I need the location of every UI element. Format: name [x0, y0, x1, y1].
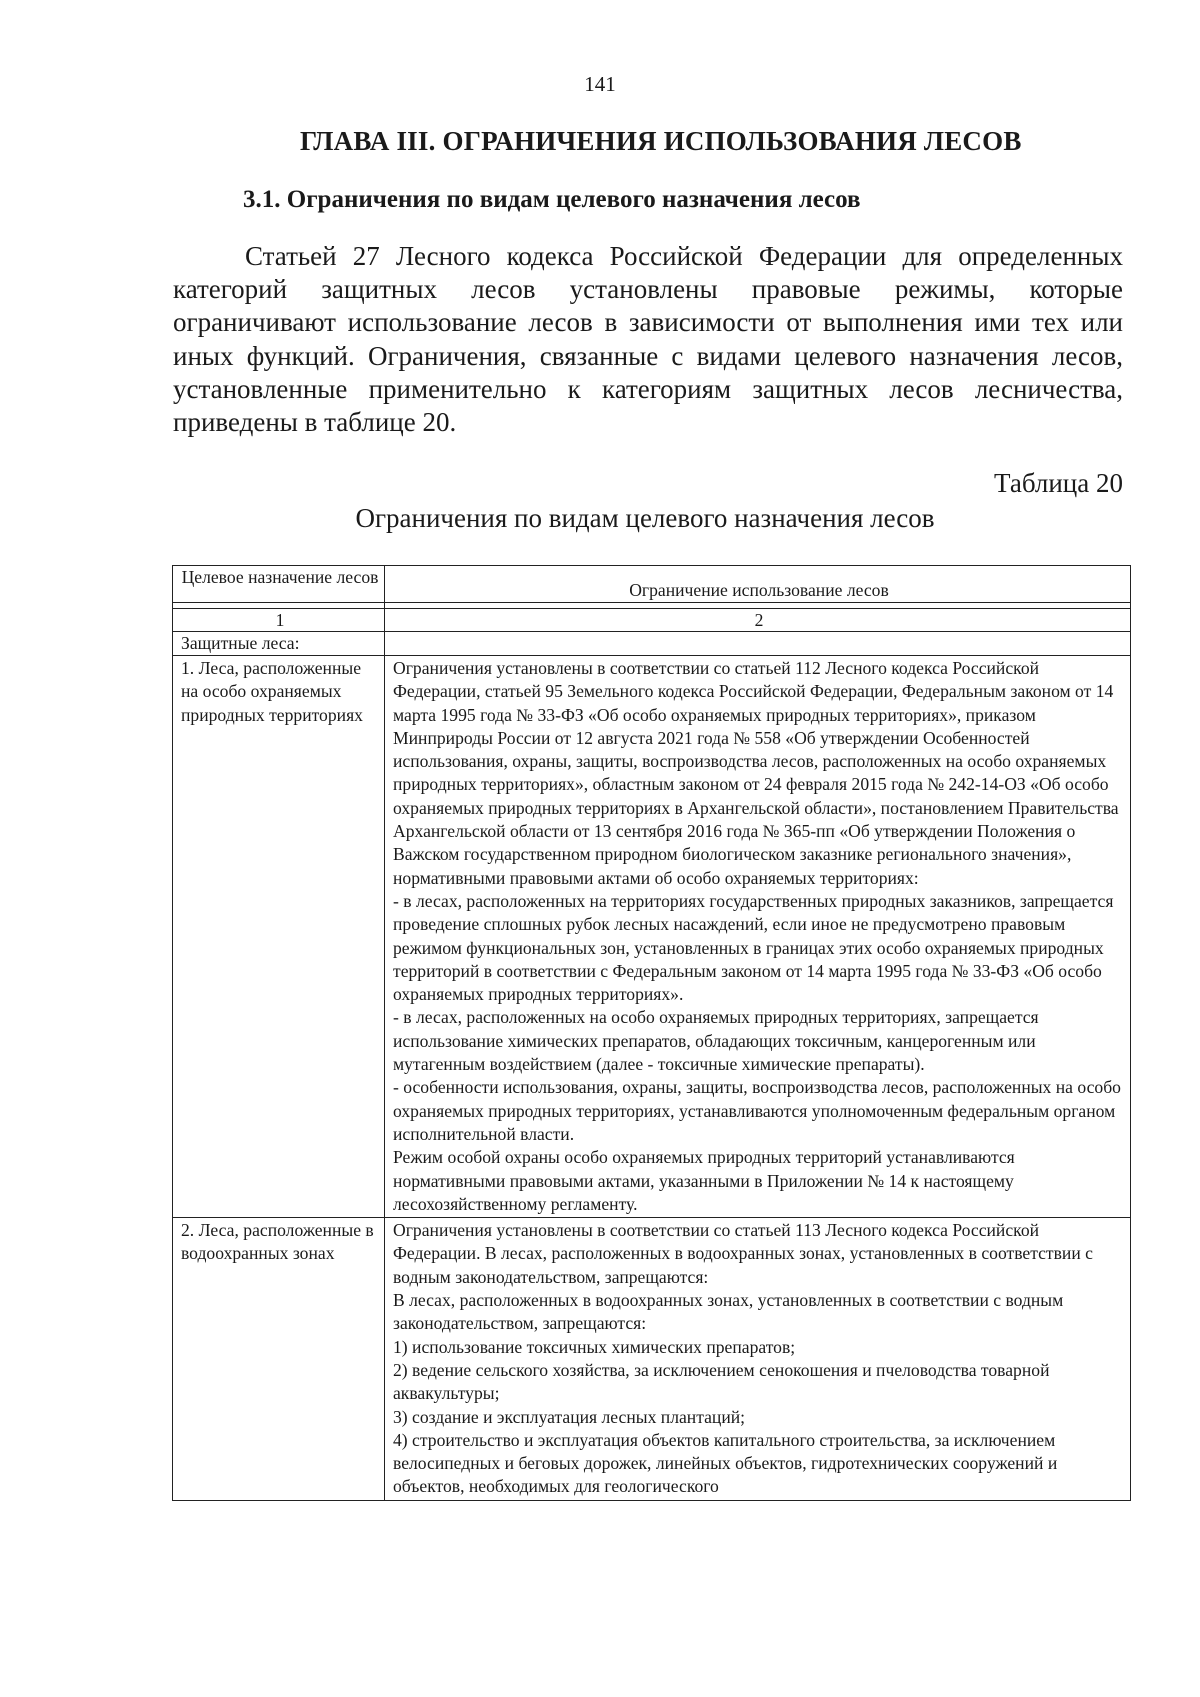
header-purpose: Целевое назначение лесов [173, 566, 385, 603]
restriction-line: - в лесах, расположенных на территориях государственных природных заказников, запрещается проведение сплошных рубок лесных насаждений, если иное не предусмотрено правовым режимом функциональных зон, установленных в границах этих особо охраняемых природных территорий в соответствии с Федеральным законом от 14 марта 1995 года № 33-ФЗ «Об особо охраняемых природных территориях». [393, 890, 1114, 1005]
restriction-line: В лесах, расположенных в водоохранных зонах, установленных в соответствии с водным законодательством, запрещаются: [393, 1290, 1064, 1334]
category-cell: 2. Леса, расположенные в водоохранных зонах [173, 1218, 385, 1501]
header-restriction: Ограничение использование лесов [385, 566, 1131, 603]
page-number: 141 [584, 72, 616, 96]
column-number-row [173, 609, 1131, 632]
group-row [173, 632, 1131, 656]
table-row [173, 656, 1131, 1218]
restriction-line: Ограничения установлены в соответствии со статьей 113 Лесного кодекса Российской Федерации. В лесах, расположенных в водоохранных зонах, установленных в соответствии с водным законодательством, запрещаются: [393, 1220, 1093, 1287]
restriction-line: Ограничения установлены в соответствии со статьей 112 Лесного кодекса Российской Федерации, статьей 95 Земельного кодекса Российской Федерации, Федеральным законом от 14 марта 1995 года № 33-ФЗ «Об особо охраняемых природных территориях», приказом Минприроды России от 12 августа 2021 года № 558 «Об утверждении Особенностей использования, охраны, защиты, воспроизводства лесов, расположенных на особо охраняемых природных территориях», областным законом от 24 февраля 2015 года № 242-14-ОЗ «Об особо охраняемых природных территориях в Архангельской области», постановлением Правительства Архангельской области от 13 сентября 2016 года № 365-пп «Об утверждении Положения о Важском государственном природном биологическом заказнике регионального значения», нормативными правовыми актами об особо охраняемых территориях: [393, 658, 1119, 888]
chapter-title: ГЛАВА III. ОГРАНИЧЕНИЯ ИСПОЛЬЗОВАНИЯ ЛЕСОВ [300, 126, 1022, 156]
restriction-line: - особенности использования, охраны, защиты, воспроизводства лесов, расположенных на особо охраняемых природных территориях, устанавливаются уполномоченным федеральным органом исполнительной власти. [393, 1077, 1121, 1144]
column-number-1: 1 [173, 609, 385, 632]
table-label: Таблица 20 [994, 468, 1123, 498]
category-cell: 1. Леса, расположенные на особо охраняемых природных территориях [173, 656, 385, 1218]
section-title: 3.1. Ограничения по видам целевого назначения лесов [243, 186, 861, 213]
restriction-cell [385, 656, 1131, 1218]
restriction-cell [385, 1218, 1131, 1501]
restriction-line: 3) создание и эксплуатация лесных плантаций; [393, 1406, 746, 1427]
table-header-row [173, 566, 1131, 603]
restriction-line: - в лесах, расположенных на особо охраняемых природных территориях, запрещается использование химических препаратов, обладающих токсичным, канцерогенным или мутагенным воздействием (далее - токсичные химические препараты). [393, 1007, 1039, 1075]
table-caption: Ограничения по видам целевого назначения лесов [355, 503, 935, 533]
intro-paragraph: Статьей 27 Лесного кодекса Российской Федерации для определенных категорий защитных лесов установлены правовые режимы, которые ограничивают использование лесов в зависимости от выполнения ими тех или иных функций. Ограничения, связанные с видами целевого назначения лесов, установленные применительно к категориям защитных лесов лесничества, приведены в таблице 20. [173, 241, 1123, 438]
table-row [173, 1218, 1131, 1501]
restriction-line: 2) ведение сельского хозяйства, за исключением сенокошения и пчеловодства товарной аквакультуры; [393, 1359, 1050, 1404]
group-empty-cell [385, 632, 1131, 656]
column-number-2: 2 [385, 609, 1131, 632]
restrictions-table [172, 565, 1131, 1501]
group-label: Защитные леса: [173, 632, 385, 656]
restriction-line: 1) использование токсичных химических препаратов; [393, 1336, 796, 1357]
restriction-line: Режим особой охраны особо охраняемых природных территорий устанавливаются нормативными правовыми актами, указанными в Приложении № 14 к настоящему лесохозяйственному регламенту. [393, 1147, 1015, 1214]
restriction-line: 4) строительство и эксплуатация объектов капитального строительства, за исключением велосипедных и беговых дорожек, линейных объектов, гидротехнических сооружений и объектов, необходимых для геологического [393, 1429, 1058, 1497]
